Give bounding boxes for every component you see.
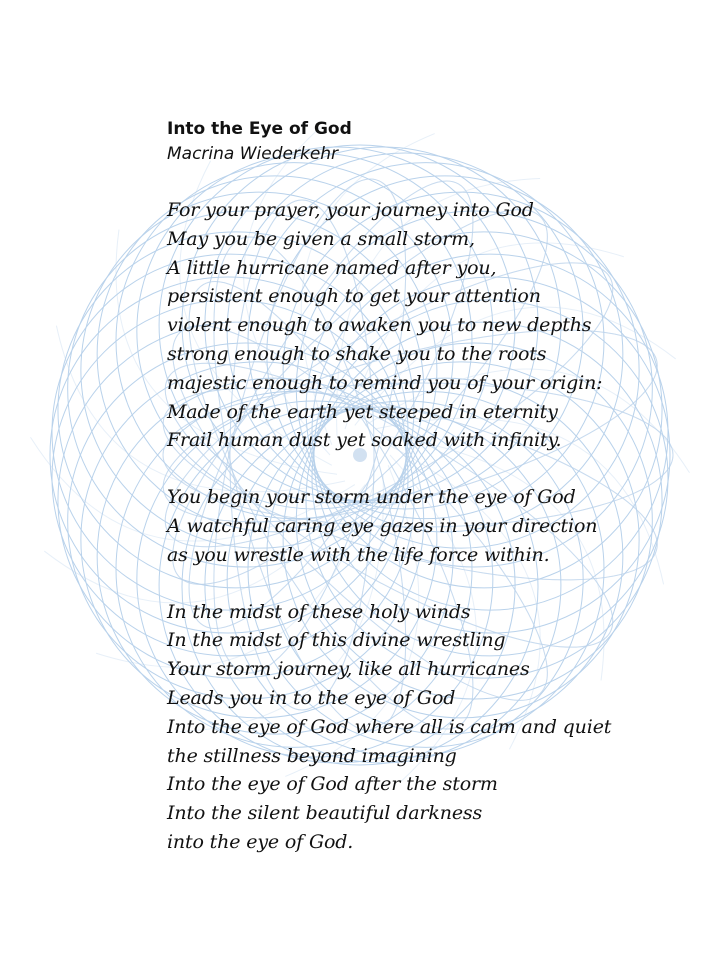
poem-line: majestic enough to remind you of your origin: <box>167 371 603 394</box>
poem-line: as you wrestle with the life force within. <box>167 543 550 566</box>
poem-line: the stillness beyond imagining <box>167 744 457 767</box>
poem-line: A little hurricane named after you, <box>167 256 497 279</box>
poem-line: persistent enough to get your attention <box>167 285 541 308</box>
poem-line: Into the silent beautiful darkness <box>167 802 483 825</box>
poem-line: Made of the earth yet steeped in eternity <box>167 400 558 423</box>
poem-line: In the midst of these holy winds <box>167 600 471 623</box>
poem-line: Your storm journey, like all hurricanes <box>167 658 530 681</box>
poem-line: In the midst of this divine wrestling <box>167 629 506 652</box>
poem-line: You begin your storm under the eye of God <box>167 486 576 509</box>
poem-line: A watchful caring eye gazes in your direction <box>167 514 598 537</box>
poem-line: For your prayer, your journey into God <box>167 199 534 221</box>
poem-line: May you be given a small storm, <box>167 227 475 250</box>
poem-line: strong enough to shake you to the roots <box>167 342 547 365</box>
poem-page <box>167 117 687 885</box>
poem-line: Into the eye of God after the storm <box>167 773 498 796</box>
stanza-2 <box>167 483 687 569</box>
poem-line: Frail human dust yet soaked with infinity. <box>167 429 562 452</box>
poem-title: Into the Eye of God <box>167 119 352 139</box>
poem-author: Macrina Wiederkehr <box>167 144 339 164</box>
poem-line: into the eye of God. <box>167 830 354 853</box>
poem-line: Leads you in to the eye of God <box>167 686 456 709</box>
stanza-1 <box>167 196 687 455</box>
poem-line: violent enough to awaken you to new depths <box>167 314 592 337</box>
poem-line: Into the eye of God where all is calm and quiet <box>167 715 612 738</box>
stanza-3 <box>167 598 687 857</box>
